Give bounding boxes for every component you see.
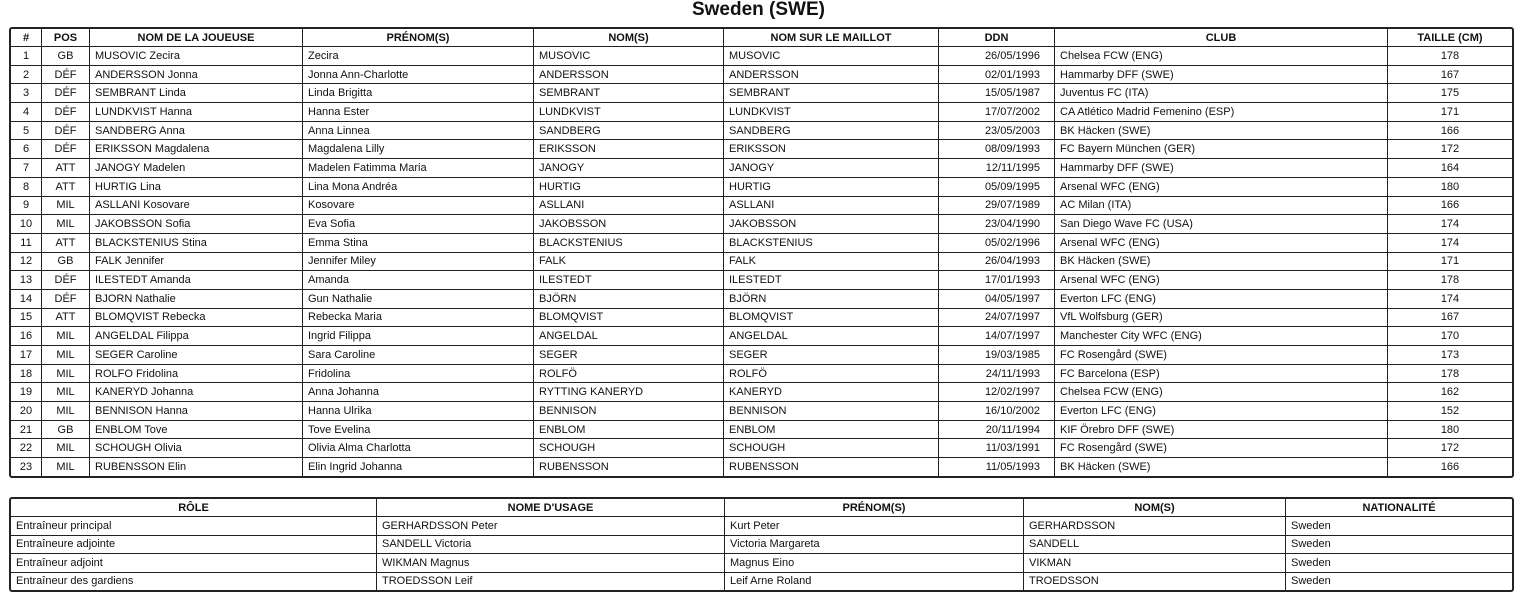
- cell-number: 20: [11, 402, 42, 421]
- cell-number: 1: [11, 47, 42, 66]
- cell-number: 19: [11, 383, 42, 402]
- cell-nom-de-la-joueuse: JAKOBSSON Sofia: [90, 215, 303, 234]
- cell-ddn: 24/07/1997: [939, 309, 1055, 328]
- cell-taille-cm: 180: [1388, 178, 1512, 197]
- table-row: [11, 253, 1512, 272]
- cell-nom-s: LUNDKVIST: [534, 103, 724, 122]
- cell-prenom-s: Hanna Ester: [303, 103, 534, 122]
- cell-pos: ATT: [42, 234, 90, 253]
- cell-number: 4: [11, 103, 42, 122]
- column-header-nationalite: NATIONALITÉ: [1286, 499, 1512, 517]
- cell-nom-sur-le-maillot: BJÖRN: [724, 290, 939, 309]
- cell-nom-de-la-joueuse: SCHOUGH Olivia: [90, 439, 303, 458]
- cell-nom-s: RYTTING KANERYD: [534, 383, 724, 402]
- cell-pos: MIL: [42, 346, 90, 365]
- cell-nom-sur-le-maillot: JANOGY: [724, 159, 939, 178]
- cell-nom-sur-le-maillot: ROLFÖ: [724, 365, 939, 384]
- cell-nom-de-la-joueuse: SANDBERG Anna: [90, 122, 303, 141]
- cell-nom-s: ERIKSSON: [534, 140, 724, 159]
- cell-nom-de-la-joueuse: ANDERSSON Jonna: [90, 66, 303, 85]
- cell-nom-s: BLACKSTENIUS: [534, 234, 724, 253]
- cell-nom-sur-le-maillot: ANDERSSON: [724, 66, 939, 85]
- cell-prenom-s: Linda Brigitta: [303, 84, 534, 103]
- cell-taille-cm: 164: [1388, 159, 1512, 178]
- cell-ddn: 17/01/1993: [939, 271, 1055, 290]
- cell-taille-cm: 178: [1388, 365, 1512, 384]
- cell-nom-de-la-joueuse: FALK Jennifer: [90, 253, 303, 272]
- cell-club: Chelsea FCW (ENG): [1055, 383, 1388, 402]
- table-row: [11, 383, 1512, 402]
- table-row: [11, 554, 1512, 573]
- cell-club: KIF Örebro DFF (SWE): [1055, 421, 1388, 440]
- table-row: [11, 365, 1512, 384]
- cell-nom-de-la-joueuse: ASLLANI Kosovare: [90, 197, 303, 216]
- cell-ddn: 24/11/1993: [939, 365, 1055, 384]
- cell-pos: DÉF: [42, 66, 90, 85]
- cell-pos: DÉF: [42, 84, 90, 103]
- players-header-row: [11, 29, 1512, 47]
- cell-taille-cm: 171: [1388, 103, 1512, 122]
- cell-ddn: 14/07/1997: [939, 327, 1055, 346]
- cell-club: Arsenal WFC (ENG): [1055, 234, 1388, 253]
- cell-nom-de-la-joueuse: RUBENSSON Elin: [90, 458, 303, 476]
- cell-nom-s: BLOMQVIST: [534, 309, 724, 328]
- cell-prenom-s: Olivia Alma Charlotta: [303, 439, 534, 458]
- cell-prenom-s: Kosovare: [303, 197, 534, 216]
- table-row: [11, 215, 1512, 234]
- cell-number: 22: [11, 439, 42, 458]
- cell-prenom-s: Madelen Fatimma Maria: [303, 159, 534, 178]
- cell-nom-sur-le-maillot: MUSOVIC: [724, 47, 939, 66]
- cell-nationalite: Sweden: [1291, 575, 1331, 588]
- table-row: [11, 122, 1512, 141]
- table-row: [11, 421, 1512, 440]
- cell-number: 5: [11, 122, 42, 141]
- cell-nom-s: SEGER: [534, 346, 724, 365]
- cell-club: Arsenal WFC (ENG): [1055, 178, 1388, 197]
- table-row: [11, 178, 1512, 197]
- cell-prenom-s: Tove Evelina: [303, 421, 534, 440]
- cell-prenom-s: Ingrid Filippa: [303, 327, 534, 346]
- cell-number: 7: [11, 159, 42, 178]
- cell-role: Entraîneure adjointe: [11, 536, 377, 555]
- cell-prenom-s: Victoria Margareta: [725, 536, 1024, 555]
- cell-club: BK Häcken (SWE): [1055, 122, 1388, 141]
- cell-pos: ATT: [42, 159, 90, 178]
- cell-prenom-s: Magnus Eino: [725, 554, 1024, 573]
- table-row: [11, 573, 1512, 591]
- cell-nome-d-usage: TROEDSSON Leif: [377, 573, 725, 591]
- cell-nom-sur-le-maillot: SEGER: [724, 346, 939, 365]
- cell-nom-s: RUBENSSON: [534, 458, 724, 476]
- players-table: [9, 27, 1514, 478]
- cell-number: 2: [11, 66, 42, 85]
- cell-nome-d-usage: GERHARDSSON Peter: [377, 517, 725, 536]
- cell-taille-cm: 171: [1388, 253, 1512, 272]
- cell-club: Manchester City WFC (ENG): [1055, 327, 1388, 346]
- cell-ddn: 05/02/1996: [939, 234, 1055, 253]
- column-header-nom-s: NOM(S): [534, 29, 724, 47]
- cell-prenom-s: Magdalena Lilly: [303, 140, 534, 159]
- cell-nom-s: ANDERSSON: [534, 66, 724, 85]
- cell-number: 6: [11, 140, 42, 159]
- cell-ddn: 16/10/2002: [939, 402, 1055, 421]
- column-header-prenom-s: PRÉNOM(S): [725, 499, 1024, 517]
- cell-nom-de-la-joueuse: ENBLOM Tove: [90, 421, 303, 440]
- cell-prenom-s: Lina Mona Andréa: [303, 178, 534, 197]
- cell-ddn: 29/07/1989: [939, 197, 1055, 216]
- cell-nom-s: JANOGY: [534, 159, 724, 178]
- cell-nom-sur-le-maillot: KANERYD: [724, 383, 939, 402]
- cell-pos: MIL: [42, 365, 90, 384]
- cell-club: Arsenal WFC (ENG): [1055, 271, 1388, 290]
- column-header-nome-d-usage: NOME D'USAGE: [377, 499, 725, 517]
- cell-number: 14: [11, 290, 42, 309]
- cell-club: Everton LFC (ENG): [1055, 290, 1388, 309]
- cell-number: 16: [11, 327, 42, 346]
- cell-club: Hammarby DFF (SWE): [1055, 159, 1388, 178]
- table-row: [11, 271, 1512, 290]
- cell-nom-s: ILESTEDT: [534, 271, 724, 290]
- cell-prenom-s: Hanna Ulrika: [303, 402, 534, 421]
- cell-nom-s: ASLLANI: [534, 197, 724, 216]
- cell-nom-s: FALK: [534, 253, 724, 272]
- cell-nom-de-la-joueuse: ILESTEDT Amanda: [90, 271, 303, 290]
- cell-prenom-s: Kurt Peter: [725, 517, 1024, 536]
- table-row: [11, 159, 1512, 178]
- cell-number: 21: [11, 421, 42, 440]
- cell-nom-de-la-joueuse: BLOMQVIST Rebecka: [90, 309, 303, 328]
- staff-table: [9, 497, 1514, 592]
- cell-taille-cm: 166: [1388, 122, 1512, 141]
- cell-ddn: 20/11/1994: [939, 421, 1055, 440]
- cell-nom-s: MUSOVIC: [534, 47, 724, 66]
- cell-pos: GB: [42, 421, 90, 440]
- cell-taille-cm: 162: [1388, 383, 1512, 402]
- cell-ddn: 23/05/2003: [939, 122, 1055, 141]
- cell-nom-de-la-joueuse: ANGELDAL Filippa: [90, 327, 303, 346]
- cell-role: Entraîneur principal: [11, 517, 377, 536]
- cell-nationalite: Sweden: [1286, 536, 1512, 555]
- cell-nom-sur-le-maillot: ANGELDAL: [724, 327, 939, 346]
- cell-ddn: 11/05/1993: [939, 458, 1055, 476]
- cell-prenom-s: Elin Ingrid Johanna: [303, 458, 534, 476]
- cell-nom-de-la-joueuse: HURTIG Lina: [90, 178, 303, 197]
- cell-nom-de-la-joueuse: BJORN Nathalie: [90, 290, 303, 309]
- cell-prenom-s: Leif Arne Roland: [725, 573, 1024, 591]
- cell-ddn: 19/03/1985: [939, 346, 1055, 365]
- table-row: [11, 309, 1512, 328]
- cell-nome-d-usage: WIKMAN Magnus: [377, 554, 725, 573]
- cell-pos: GB: [42, 47, 90, 66]
- cell-nom-s: SCHOUGH: [534, 439, 724, 458]
- table-row: [11, 458, 1512, 476]
- cell-ddn: 15/05/1987: [939, 84, 1055, 103]
- column-header-prenom-s: PRÉNOM(S): [303, 29, 534, 47]
- table-row: [11, 103, 1512, 122]
- cell-nom-sur-le-maillot: BLACKSTENIUS: [724, 234, 939, 253]
- cell-taille-cm: 152: [1388, 402, 1512, 421]
- cell-taille-cm: 170: [1388, 327, 1512, 346]
- cell-nom-de-la-joueuse: ERIKSSON Magdalena: [90, 140, 303, 159]
- table-row: [11, 234, 1512, 253]
- cell-nationalite: Sweden: [1286, 554, 1512, 573]
- cell-nom-sur-le-maillot: SANDBERG: [724, 122, 939, 141]
- cell-prenom-s: Anna Linnea: [303, 122, 534, 141]
- cell-prenom-s: Eva Sofia: [303, 215, 534, 234]
- cell-club: FC Barcelona (ESP): [1055, 365, 1388, 384]
- cell-club: BK Häcken (SWE): [1055, 458, 1388, 476]
- cell-nom-sur-le-maillot: SCHOUGH: [724, 439, 939, 458]
- cell-nom-sur-le-maillot: SEMBRANT: [724, 84, 939, 103]
- column-header-nom-s: NOM(S): [1024, 499, 1286, 517]
- cell-pos: DÉF: [42, 122, 90, 141]
- cell-pos: ATT: [42, 178, 90, 197]
- cell-prenom-s: Amanda: [303, 271, 534, 290]
- cell-club: Juventus FC (ITA): [1055, 84, 1388, 103]
- cell-taille-cm: 167: [1388, 309, 1512, 328]
- cell-nom-sur-le-maillot: LUNDKVIST: [724, 103, 939, 122]
- cell-pos: MIL: [42, 327, 90, 346]
- cell-nom-s: BJÖRN: [534, 290, 724, 309]
- cell-nom-s: HURTIG: [534, 178, 724, 197]
- cell-club: San Diego Wave FC (USA): [1055, 215, 1388, 234]
- cell-pos: MIL: [42, 439, 90, 458]
- cell-number: 10: [11, 215, 42, 234]
- cell-number: 8: [11, 178, 42, 197]
- cell-nome-d-usage: SANDELL Victoria: [377, 536, 725, 555]
- cell-role: Entraîneur des gardiens: [11, 573, 377, 591]
- cell-nom-sur-le-maillot: BENNISON: [724, 402, 939, 421]
- cell-taille-cm: 174: [1388, 234, 1512, 253]
- cell-nom-sur-le-maillot: RUBENSSON: [724, 458, 939, 476]
- cell-taille-cm: 175: [1388, 84, 1512, 103]
- table-row: [11, 536, 1512, 555]
- column-header-ddn: DDN: [939, 29, 1055, 47]
- cell-taille-cm: 167: [1388, 66, 1512, 85]
- cell-ddn: 02/01/1993: [939, 66, 1055, 85]
- cell-nom-s: TROEDSSON: [1024, 573, 1286, 591]
- cell-nom-de-la-joueuse: SEMBRANT Linda: [90, 84, 303, 103]
- table-row: [11, 327, 1512, 346]
- cell-club: FC Bayern München (GER): [1055, 140, 1388, 159]
- cell-ddn: 23/04/1990: [939, 215, 1055, 234]
- cell-taille-cm: 174: [1388, 215, 1512, 234]
- cell-ddn: 17/07/2002: [939, 103, 1055, 122]
- column-header-nom-de-la-joueuse: NOM DE LA JOUEUSE: [90, 29, 303, 47]
- cell-number: 12: [11, 253, 42, 272]
- table-row: [11, 346, 1512, 365]
- cell-pos: MIL: [42, 402, 90, 421]
- cell-pos: MIL: [42, 383, 90, 402]
- cell-club: Hammarby DFF (SWE): [1055, 66, 1388, 85]
- cell-prenom-s: Gun Nathalie: [303, 290, 534, 309]
- cell-pos: ATT: [42, 309, 90, 328]
- cell-nom-sur-le-maillot: BLOMQVIST: [724, 309, 939, 328]
- cell-number: 15: [11, 309, 42, 328]
- cell-nom-de-la-joueuse: KANERYD Johanna: [90, 383, 303, 402]
- cell-club: FC Rosengård (SWE): [1055, 439, 1388, 458]
- cell-nom-s: SANDBERG: [534, 122, 724, 141]
- cell-nom-de-la-joueuse: SEGER Caroline: [90, 346, 303, 365]
- cell-pos: DÉF: [42, 103, 90, 122]
- cell-prenom-s: Anna Johanna: [303, 383, 534, 402]
- cell-number: 11: [11, 234, 42, 253]
- cell-taille-cm: 173: [1388, 346, 1512, 365]
- cell-nom-sur-le-maillot: ASLLANI: [724, 197, 939, 216]
- cell-taille-cm: 174: [1388, 290, 1512, 309]
- cell-nom-s: SANDELL: [1024, 536, 1286, 555]
- column-header-nom-sur-le-maillot: NOM SUR LE MAILLOT: [724, 29, 939, 47]
- cell-pos: MIL: [42, 215, 90, 234]
- cell-taille-cm: 166: [1388, 197, 1512, 216]
- table-row: [11, 439, 1512, 458]
- cell-nom-sur-le-maillot: ENBLOM: [724, 421, 939, 440]
- cell-nom-s: ENBLOM: [534, 421, 724, 440]
- cell-nom-de-la-joueuse: BENNISON Hanna: [90, 402, 303, 421]
- cell-nom-sur-le-maillot: FALK: [724, 253, 939, 272]
- cell-nom-de-la-joueuse: LUNDKVIST Hanna: [90, 103, 303, 122]
- cell-nom-s: GERHARDSSON: [1024, 517, 1286, 536]
- cell-pos: DÉF: [42, 290, 90, 309]
- cell-prenom-s: Jennifer Miley: [303, 253, 534, 272]
- cell-ddn: 08/09/1993: [939, 140, 1055, 159]
- cell-taille-cm: 178: [1388, 271, 1512, 290]
- cell-club: VfL Wolfsburg (GER): [1055, 309, 1388, 328]
- cell-nom-sur-le-maillot: ILESTEDT: [724, 271, 939, 290]
- cell-number: 18: [11, 365, 42, 384]
- cell-prenom-s: Jonna Ann-Charlotte: [303, 66, 534, 85]
- cell-ddn: 12/02/1997: [939, 383, 1055, 402]
- table-row: [11, 517, 1512, 536]
- cell-club: Chelsea FCW (ENG): [1055, 47, 1388, 66]
- cell-ddn: 26/04/1993: [939, 253, 1055, 272]
- table-row: [11, 140, 1512, 159]
- table-row: [11, 290, 1512, 309]
- cell-prenom-s: Sara Caroline: [303, 346, 534, 365]
- cell-nom-de-la-joueuse: ROLFO Fridolina: [90, 365, 303, 384]
- cell-nom-de-la-joueuse: MUSOVIC Zecira: [90, 47, 303, 66]
- cell-number: 17: [11, 346, 42, 365]
- cell-pos: DÉF: [42, 271, 90, 290]
- cell-club: CA Atlético Madrid Femenino (ESP): [1055, 103, 1388, 122]
- cell-taille-cm: 172: [1388, 140, 1512, 159]
- cell-number: 9: [11, 197, 42, 216]
- cell-club: Everton LFC (ENG): [1055, 402, 1388, 421]
- cell-nom-s: BENNISON: [534, 402, 724, 421]
- cell-ddn: 04/05/1997: [939, 290, 1055, 309]
- table-row: [11, 84, 1512, 103]
- cell-prenom-s: Emma Stina: [303, 234, 534, 253]
- table-row: [11, 402, 1512, 421]
- cell-role: Entraîneur adjoint: [11, 554, 377, 573]
- cell-taille-cm: 166: [1440, 460, 1460, 473]
- column-header-club: CLUB: [1055, 29, 1388, 47]
- cell-number: 3: [11, 84, 42, 103]
- cell-number: 23: [11, 458, 42, 476]
- table-row: [11, 47, 1512, 66]
- cell-pos: MIL: [42, 197, 90, 216]
- cell-pos: DÉF: [42, 140, 90, 159]
- cell-nom-s: VIKMAN: [1024, 554, 1286, 573]
- cell-nom-sur-le-maillot: ERIKSSON: [724, 140, 939, 159]
- cell-taille-cm: 178: [1388, 47, 1512, 66]
- cell-taille-cm: 180: [1388, 421, 1512, 440]
- cell-nom-s: ANGELDAL: [534, 327, 724, 346]
- cell-ddn: 05/09/1995: [939, 178, 1055, 197]
- cell-club: AC Milan (ITA): [1055, 197, 1388, 216]
- cell-nom-sur-le-maillot: HURTIG: [724, 178, 939, 197]
- cell-nom-s: ROLFÖ: [534, 365, 724, 384]
- cell-ddn: 26/05/1996: [939, 47, 1055, 66]
- cell-club: FC Rosengård (SWE): [1055, 346, 1388, 365]
- table-row: [11, 197, 1512, 216]
- column-header-number: #: [11, 29, 42, 47]
- table-row: [11, 66, 1512, 85]
- column-header-pos: POS: [42, 29, 90, 47]
- cell-club: BK Häcken (SWE): [1055, 253, 1388, 272]
- cell-ddn: 11/03/1991: [939, 439, 1055, 458]
- cell-nom-s: JAKOBSSON: [534, 215, 724, 234]
- cell-ddn: 12/11/1995: [939, 159, 1055, 178]
- cell-prenom-s: Fridolina: [303, 365, 534, 384]
- staff-header-row: [11, 499, 1512, 517]
- cell-nom-de-la-joueuse: BLACKSTENIUS Stina: [90, 234, 303, 253]
- cell-prenom-s: Rebecka Maria: [303, 309, 534, 328]
- cell-taille-cm: 172: [1388, 439, 1512, 458]
- cell-nationalite: Sweden: [1286, 517, 1512, 536]
- column-header-taille-cm: TAILLE (CM): [1388, 29, 1512, 47]
- column-header-role: RÔLE: [11, 499, 377, 517]
- cell-number: 13: [11, 271, 42, 290]
- page-title: Sweden (SWE): [691, 0, 825, 20]
- cell-nom-sur-le-maillot: JAKOBSSON: [724, 215, 939, 234]
- cell-nom-s: SEMBRANT: [534, 84, 724, 103]
- cell-prenom-s: Zecira: [303, 47, 534, 66]
- cell-pos: GB: [42, 253, 90, 272]
- cell-pos: MIL: [42, 458, 90, 476]
- cell-nom-de-la-joueuse: JANOGY Madelen: [90, 159, 303, 178]
